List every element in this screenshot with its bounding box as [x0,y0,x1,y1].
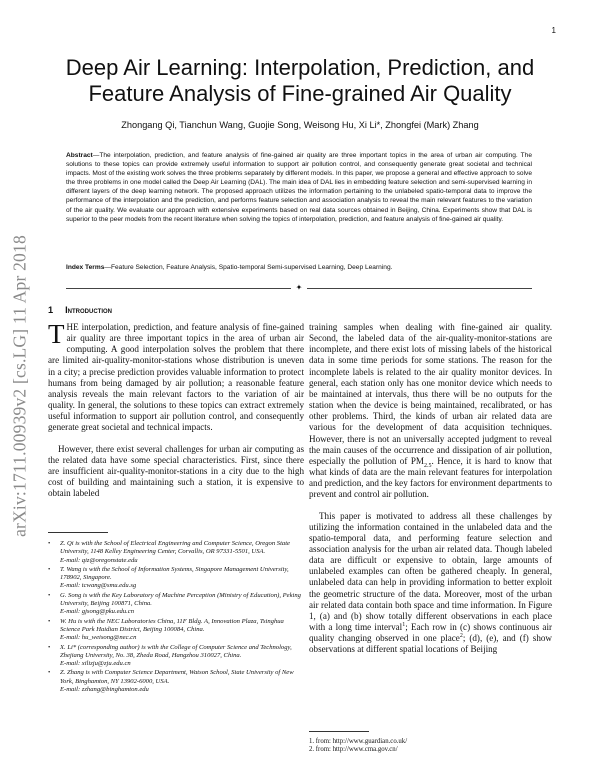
right-column [309,322,552,656]
intro-paragraph-1-text: HE interpolation, prediction, and feature analysis of fine-gained air quality are three important topics in the area of urban air computing. A good interpolation solves the problem that there are limited air-quality-monitor-stations whose distribution is uneven in a city; a precise prediction provides valuable information to protect humans from being damaged by air pollution; a reasonable feature analysis reveals the main relevant factors to the variation of air quality. In general, the solutions to these topics can extract extremely useful information to support air pollution control, and consequently generate great societal and technical impacts. [48,322,304,433]
author-affiliations [48,540,304,695]
affiliation-text: W. Hu is with the NEC Laboratories China, 11F Bldg. A, Innovation Plaza, Tsinghua Science Park Haidian District, Beijing 100084, China. [60,617,284,633]
footnote-1: 1. from: http://www.guardian.co.uk/ [309,738,408,745]
bullet-icon: • [48,617,51,625]
section-heading [48,305,112,315]
intro-paragraph-1 [48,319,304,434]
footnote-ref-1[interactable]: 1 [402,622,406,629]
drop-cap: T [48,319,65,349]
bullet-icon: • [48,565,51,573]
index-terms [66,263,532,272]
intro-paragraph-4-tail: ; (d), (e), and (f) show observations at different spatial locations of Beijing [309,633,552,655]
intro-paragraph-3 [309,322,552,501]
affiliation-email: E-mail: gjsong@pku.edu.cn [60,608,135,616]
bullet-icon: • [48,591,51,599]
bullet-icon: • [48,669,51,677]
affiliation-text: Z. Zhang is with Computer Science Department, Watson School, State University of New York, Binghamton, NY 13902-6000, USA. [60,669,294,685]
left-column [48,319,304,499]
affiliation-item [48,669,304,694]
right-footnotes [309,738,552,754]
paper-title: Deep Air Learning: Interpolation, Prediction, and Feature Analysis of Fine-grained Air Quality [65,55,535,106]
divider-line-left [66,288,291,289]
intro-paragraph-3-text: training samples when dealing with fine-gained air quality. Second, the labeled data of the air-quality-monitor-stations are incomplete, and there exist lots of missing labels of the historical data in some time periods for some stations. The reason for the incomplete labels is related to the air quality monitor devices. In general, each station only has one monitor device which needs to be maintained at intervals, thus there will be no outputs for the station when the device is being maintained, recalibrated, or has other problems. Third, the kinds of urban air related data are various for the development of data acquisition techniques. However, there is not an universally accepted judgment to reveal the main causes of the occurrence and dissipation of air pollution, especially the pollution of PM [309,322,552,466]
footnote-ref-2[interactable]: 2 [459,633,463,640]
affiliation-item [48,566,304,591]
author-list: Zhongang Qi, Tianchun Wang, Guojie Song, Weisong Hu, Xi Li*, Zhongfei (Mark) Zhang [121,120,479,130]
pm-subscript: 2.5 [424,462,432,469]
intro-paragraph-4 [309,511,552,656]
divider-line-right [307,288,532,289]
affiliation-text: X. Li* (corresponding author) is with the College of Computer Science and Technology, Zhejiang University, No. 38, Zheda Road, Hangzhou 310027, China. [60,643,292,659]
arxiv-stamp-text: arXiv:1711.00939v2 [cs.LG] 11 Apr 2018 [9,235,30,537]
affiliation-item [48,592,304,617]
affiliation-email: E-mail: tcwang@smu.edu.sg [60,582,137,590]
section-divider [66,283,532,293]
affiliation-item [48,540,304,565]
affiliation-email: E-mail: zzhang@binghamton.edu [60,686,149,694]
right-footnote-rule [309,731,369,732]
affiliation-email: E-mail: qiz@oregonstate.edu [60,556,138,564]
index-terms-text: —Feature Selection, Feature Analysis, Spatio-temporal Semi-supervised Learning, Deep Learning. [104,264,393,271]
index-terms-label: Index Terms [66,264,105,271]
intro-paragraph-2: However, there exist several challenges for urban air computing as the related data have some special characteristics. First, since there are insufficient air-quality-monitor-stations in a city due to the high cost of building and maintaining such a station, it is expensive to obtain labeled [48,443,304,499]
section-title: Introduction [65,305,113,315]
arxiv-stamp [10,196,30,576]
abstract [66,151,532,224]
affiliation-text: T. Wang is with the School of Information Systems, Singapore Management University, 178902, Singapore. [60,565,289,582]
divider-diamond-icon: ✦ [295,283,303,292]
bullet-icon: • [48,540,51,547]
intro-paragraph-3-tail: . Hence, it is hard to know that what kinds of data are the main relevant features for interpolation and prediction, and the key factors for environment departments to prevent and control air pollution. [309,455,552,500]
affiliation-item [48,618,304,643]
affiliation-email: E-mail: hu_weisong@nec.cn [60,634,137,642]
intro-paragraph-4-text: This paper is motivated to address all these challenges by utilizing the information contained in the unlabeled data and the spatio-temporal data, and performing feature selection and association analysis for the urban air related data. Though labeled data are difficult or expensive to obtain, large amounts of unlabeled examples can often be gathered cheaply. In general, unlabeled data can help in providing information to better exploit the geometric structure of the data. Moreover, most of the urban air related data contain both space and time information. In Figure 1, (a) and (b) show totally different observations in each place with a long time interval [309,510,552,633]
abstract-text: —The interpolation, prediction, and feature analysis of fine-gained air quality are three important topics in the area of urban air computing. The solutions to these topics can provide extremely useful information to support air pollution control, and consequently generate great societal and technical impacts. Most of the existing work solves the three problems separately by different models. In this paper, we propose a general and effective approach to solve the three problems in one model called the Deep Air Learning (DAL). The main idea of DAL lies in embedding feature selection and semi-supervised learning in different layers of the deep learning network. The proposed approach utilizes the information pertaining to the unlabeled spatio-temporal data to improve the performance of the interpolation and the prediction, and performs feature selection and association analysis to reveal the main relevant features to the variation of the air quality. We evaluate our approach with extensive experiments based on real data sources obtained in Beijing, China. Experiments show that DAL is superior to the peer models from the recent literature when solving the topics of interpolation, prediction, and feature analysis of fine-gained air quality. [66,152,532,223]
page-number: 1 [551,26,556,35]
footnote-2: 2. from: http://www.cma.gov.cn/ [309,746,398,754]
intro-paragraph-4-mid: ; Each row in (c) shows continuous air quality changing observed in one place [309,622,552,644]
affiliation-text: Z. Qi is with the School of Electrical Engineering and Computer Science, Oregon State University, 1148 Kelley Engineering Center, Corvallis, OR 97331-5501, USA. [60,540,290,556]
affiliation-item [48,644,304,669]
bullet-icon: • [48,643,51,651]
section-number: 1 [48,305,54,315]
footnote-rule [48,532,108,533]
abstract-label: Abstract [66,152,93,159]
affiliation-email: E-mail: xilizju@zju.edu.cn [60,660,131,668]
affiliation-text: G. Song is with the Key Laboratory of Machine Perception (Ministry of Education), Peking University, Beijing 100871, China. [60,591,301,608]
